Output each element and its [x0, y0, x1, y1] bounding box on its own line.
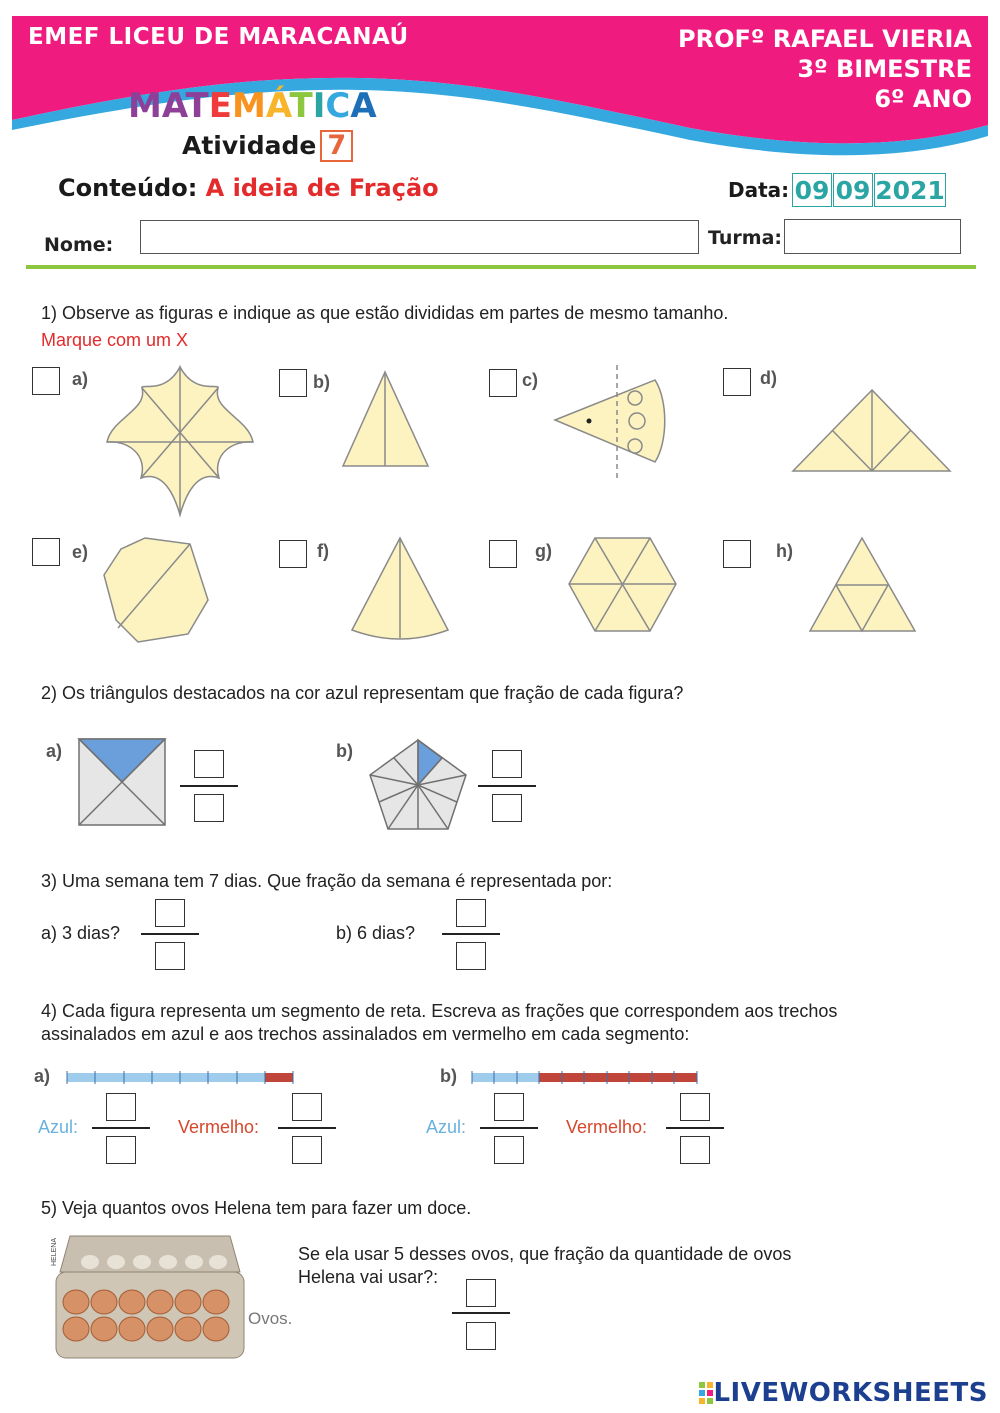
date-month[interactable]: 09: [833, 173, 873, 207]
q4-label-b: b): [440, 1066, 457, 1086]
q4a-blue-fraction-bar: [92, 1127, 150, 1129]
carton-brand: HELENA: [51, 1237, 58, 1266]
q5-denominator[interactable]: [466, 1322, 496, 1350]
name-label: Nome:: [44, 234, 114, 256]
q5-question-line1: Se ela usar 5 desses ovos, que fração da quantidade de ovos: [298, 1244, 792, 1264]
figure-c-pizza: [555, 380, 665, 462]
q3b-text: b) 6 dias?: [336, 923, 416, 943]
q3a-text: a) 3 dias?: [41, 923, 121, 943]
content-label: Conteúdo:: [58, 174, 198, 202]
activity-number: 7: [320, 130, 353, 162]
teacher-name: PROFº RAFAEL VIERIA: [678, 25, 972, 53]
subject-logo-letter: A: [161, 86, 186, 126]
q1-text: 1) Observe as figuras e indique as que estão divididas em partes de mesmo tamanho.: [41, 303, 729, 323]
q2-text: 2) Os triângulos destacados na cor azul representam que fração de cada figura?: [41, 683, 684, 703]
q1-label-h: h): [776, 541, 793, 561]
q4-text-line2: assinalados em azul e aos trechos assinalados em vermelho em cada segmento:: [41, 1024, 690, 1044]
q4a-red-fraction-bar: [278, 1127, 336, 1129]
subject-logo-letter: A: [350, 86, 377, 126]
q2-label-b: b): [336, 741, 353, 761]
header-info: [678, 24, 972, 114]
date-year[interactable]: 2021: [874, 173, 946, 207]
q1-label-f: f): [317, 541, 329, 561]
eggs-label: Ovos.: [248, 1309, 293, 1328]
activity-label: Atividade: [182, 131, 317, 160]
subject-logo-letter: Á: [265, 86, 290, 126]
subject-logo-letter: C: [325, 86, 351, 126]
divider: [26, 265, 976, 269]
q4a-blue-label: Azul:: [38, 1117, 79, 1137]
subject-logo-letter: T: [289, 86, 313, 126]
q5-numerator[interactable]: [466, 1279, 496, 1307]
q3a-denominator[interactable]: [155, 942, 185, 970]
subject-logo-letter: M: [128, 86, 162, 126]
term: 3º BIMESTRE: [797, 55, 972, 83]
q1-label-a: a): [72, 369, 89, 389]
q5-fraction-bar: [452, 1312, 510, 1314]
q1-label-b: b): [313, 372, 330, 392]
q4b-red-denominator[interactable]: [680, 1136, 710, 1164]
q4a-red-numerator[interactable]: [292, 1093, 322, 1121]
q5-text: 5) Veja quantos ovos Helena tem para fazer um doce.: [41, 1198, 472, 1218]
q4a-blue-denominator[interactable]: [106, 1136, 136, 1164]
q3a-fraction-bar: [141, 933, 199, 935]
subject-logo: [128, 86, 377, 126]
q4b-red-fraction-bar: [666, 1127, 724, 1129]
q1-label-c: c): [522, 370, 539, 390]
q4-segments: [0, 1065, 1000, 1090]
q2a-denominator[interactable]: [194, 794, 224, 822]
q3b-fraction-bar: [442, 933, 500, 935]
activity-title: [182, 130, 353, 162]
school-name: EMEF LICEU DE MARACANAÚ: [28, 24, 409, 50]
q4b-red-numerator[interactable]: [680, 1093, 710, 1121]
q2b-fraction-bar: [478, 785, 536, 787]
subject-logo-letter: T: [185, 86, 209, 126]
q1-label-e: e): [72, 542, 89, 562]
q2a-numerator[interactable]: [194, 750, 224, 778]
class-field[interactable]: [784, 219, 961, 254]
liveworksheets-brand[interactable]: LIVEWORKSHEETS: [713, 1378, 988, 1408]
q4a-red-label: Vermelho:: [178, 1117, 260, 1137]
q1-label-g: g): [535, 541, 552, 561]
q2b-denominator[interactable]: [492, 794, 522, 822]
name-field[interactable]: [140, 220, 699, 254]
q4b-blue-label: Azul:: [426, 1117, 467, 1137]
class-label: Turma:: [708, 227, 782, 249]
q1-label-d: d): [760, 368, 777, 388]
q3b-numerator[interactable]: [456, 899, 486, 927]
date-label: Data:: [728, 178, 790, 202]
q4b-blue-numerator[interactable]: [494, 1093, 524, 1121]
q3a-numerator[interactable]: [155, 899, 185, 927]
q4b-red-label: Vermelho:: [566, 1117, 648, 1137]
q3-text: 3) Uma semana tem 7 dias. Que fração da semana é representada por:: [41, 871, 613, 891]
q5-question-line2: Helena vai usar?:: [298, 1267, 439, 1287]
content-value: A ideia de Fração: [205, 174, 439, 202]
q4b-blue-denominator[interactable]: [494, 1136, 524, 1164]
q2-label-a: a): [46, 741, 63, 761]
q4-text-line1: 4) Cada figura representa um segmento de reta. Escreva as frações que correspondem aos trechos: [41, 1001, 838, 1021]
q4a-red-denominator[interactable]: [292, 1136, 322, 1164]
q1-figures: [0, 355, 1000, 655]
q2a-fraction-bar: [180, 785, 238, 787]
q2b-numerator[interactable]: [492, 750, 522, 778]
date-day[interactable]: 09: [792, 173, 832, 207]
grade: 6º ANO: [874, 85, 972, 113]
subject-logo-letter: I: [312, 86, 326, 126]
q4a-blue-numerator[interactable]: [106, 1093, 136, 1121]
content-line: [58, 174, 439, 202]
q3b-denominator[interactable]: [456, 942, 486, 970]
q4b-blue-fraction-bar: [480, 1127, 538, 1129]
egg-carton: [50, 1232, 250, 1366]
subject-logo-letter: E: [208, 86, 232, 126]
q1-note: Marque com um X: [41, 330, 189, 350]
q4-label-a: a): [34, 1066, 51, 1086]
subject-logo-letter: M: [231, 86, 266, 126]
